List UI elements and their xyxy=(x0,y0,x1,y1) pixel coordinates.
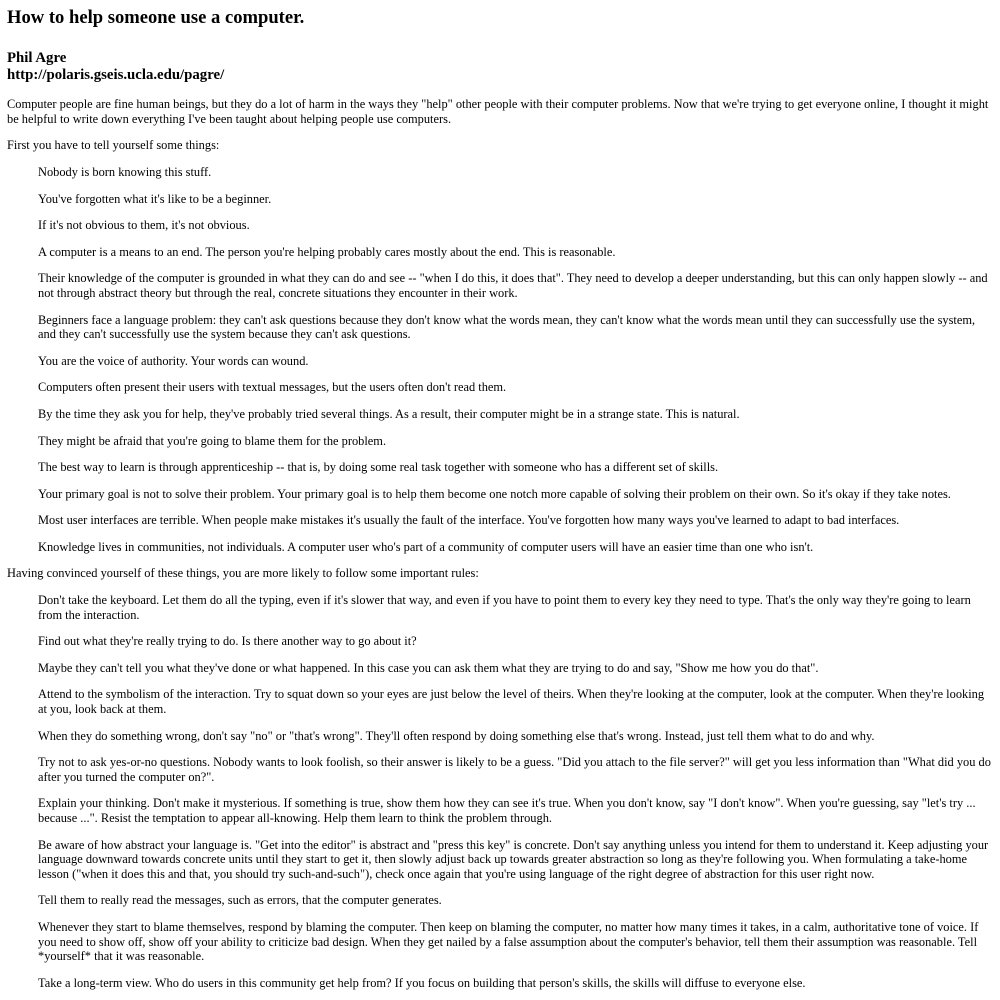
list-item: You are the voice of authority. Your words can wound. xyxy=(38,353,309,368)
list-item: By the time they ask you for help, they've probably tried several things. As a result, their computer might be in a strange state. This is natural. xyxy=(38,406,740,421)
list-item: Computers often present their users with textual messages, but the users often don't read them. xyxy=(38,380,507,395)
author-block xyxy=(7,50,992,83)
list-item: Beginners face a language problem: they can't ask questions because they don't know what the words mean, they can't know what the words mean until they can successfully use the system, and they can't successfully use the system because they can't ask questions. xyxy=(38,312,976,342)
list-item: You've forgotten what it's like to be a beginner. xyxy=(38,191,272,206)
intro-paragraph: Computer people are fine human beings, but they do a lot of harm in the ways they "help" other people with their computer problems. Now that we're trying to get everyone online, I thought it might be helpful to write down everything I've been taught about helping people use computers. xyxy=(7,97,989,126)
author-name: Phil Agre xyxy=(7,50,67,66)
list-item: Don't take the keyboard. Let them do all the typing, even if it's slower that way, and even if you have to point them to every key they need to type. That's the only way they're going to learn from the interaction. xyxy=(38,593,971,622)
list-item: Your primary goal is not to solve their problem. Your primary goal is to help them become one notch more capable of solving their problem on their own. So it's okay if they take notes. xyxy=(38,486,951,501)
list-item: Be aware of how abstract your language is. "Get into the editor" is abstract and "press this key" is concrete. Don't say anything unless you intend for them to understand it. Keep adjusting your language downward towards concrete units until they start to get it, then slowly adjust back up towards greater abstraction so long as they're following you. When formulating a take-home lesson ("when it does this and that, you should try such-and-such"), check once again that you're using language of the right degree of abstraction for this user right now. xyxy=(38,837,989,881)
list-item: Most user interfaces are terrible. When people make mistakes it's usually the fault of the interface. You've forgotten how many ways you've learned to adapt to bad interfaces. xyxy=(38,513,900,528)
list-item: Whenever they start to blame themselves, respond by blaming the computer. Then keep on blaming the computer, no matter how many times it takes, in a calm, authoritative tone of voice. If you need to show off, show off your ability to criticize bad design. When they get nailed by a false assumption about the computer's behavior, tell them their assumption was reasonable. Tell *yourself* that it was reasonable. xyxy=(38,919,979,964)
list-item: The best way to learn is through apprenticeship -- that is, by doing some real task together with someone who has a different set of skills. xyxy=(38,460,719,475)
list-item: Tell them to really read the messages, such as errors, that the computer generates. xyxy=(38,893,442,908)
list-item: Their knowledge of the computer is grounded in what they can do and see -- "when I do this, it does that". They need to develop a deeper understanding, but this can only happen slowly -- and not through abstract theory but through the real, concrete situations they encounter in their work. xyxy=(38,271,988,300)
section2-heading: Having convinced yourself of these things, you are more likely to follow some important rules: xyxy=(7,566,479,581)
list-item: A computer is a means to an end. The person you're helping probably cares mostly about the end. This is reasonable. xyxy=(38,244,616,259)
list-item: If it's not obvious to them, it's not obvious. xyxy=(38,218,250,233)
section1-list xyxy=(38,165,992,555)
section2-list xyxy=(38,593,992,990)
list-item: Knowledge lives in communities, not individuals. A computer user who's part of a community of computer users will have an easier time than one who isn't. xyxy=(38,539,814,554)
list-item: Explain your thinking. Don't make it mysterious. If something is true, show them how they can see it's true. When you don't know, say "I don't know". When you're guessing, say "let's try ... because ...". Resist the temptation to appear all-knowing. Help them learn to think the problem through. xyxy=(38,796,976,825)
list-item: Nobody is born knowing this stuff. xyxy=(38,164,212,179)
list-item: Take a long-term view. Who do users in this community get help from? If you focus on building that person's skills, the skills will diffuse to everyone else. xyxy=(38,975,806,990)
section1-heading: First you have to tell yourself some things: xyxy=(7,138,220,153)
list-item: Find out what they're really trying to do. Is there another way to go about it? xyxy=(38,634,417,649)
list-item: They might be afraid that you're going to blame them for the problem. xyxy=(38,433,387,448)
list-item: Try not to ask yes-or-no questions. Nobody wants to look foolish, so their answer is likely to be a guess. "Did you attach to the file server?" will get you less information than "What did you do after you turned the computer on?". xyxy=(38,755,991,784)
list-item: When they do something wrong, don't say "no" or "that's wrong". They'll often respond by doing something else that's wrong. Instead, just tell them what to do and why. xyxy=(38,728,875,743)
list-item: Attend to the symbolism of the interaction. Try to squat down so your eyes are just below the level of theirs. When they're looking at the computer, look at the computer. When they're looking at you, look back at them. xyxy=(38,687,985,717)
page-title: How to help someone use a computer. xyxy=(7,7,305,28)
author-url: http://polaris.gseis.ucla.edu/pagre/ xyxy=(7,66,225,83)
list-item: Maybe they can't tell you what they've done or what happened. In this case you can ask them what they are trying to do and say, "Show me how you do that". xyxy=(38,660,819,675)
